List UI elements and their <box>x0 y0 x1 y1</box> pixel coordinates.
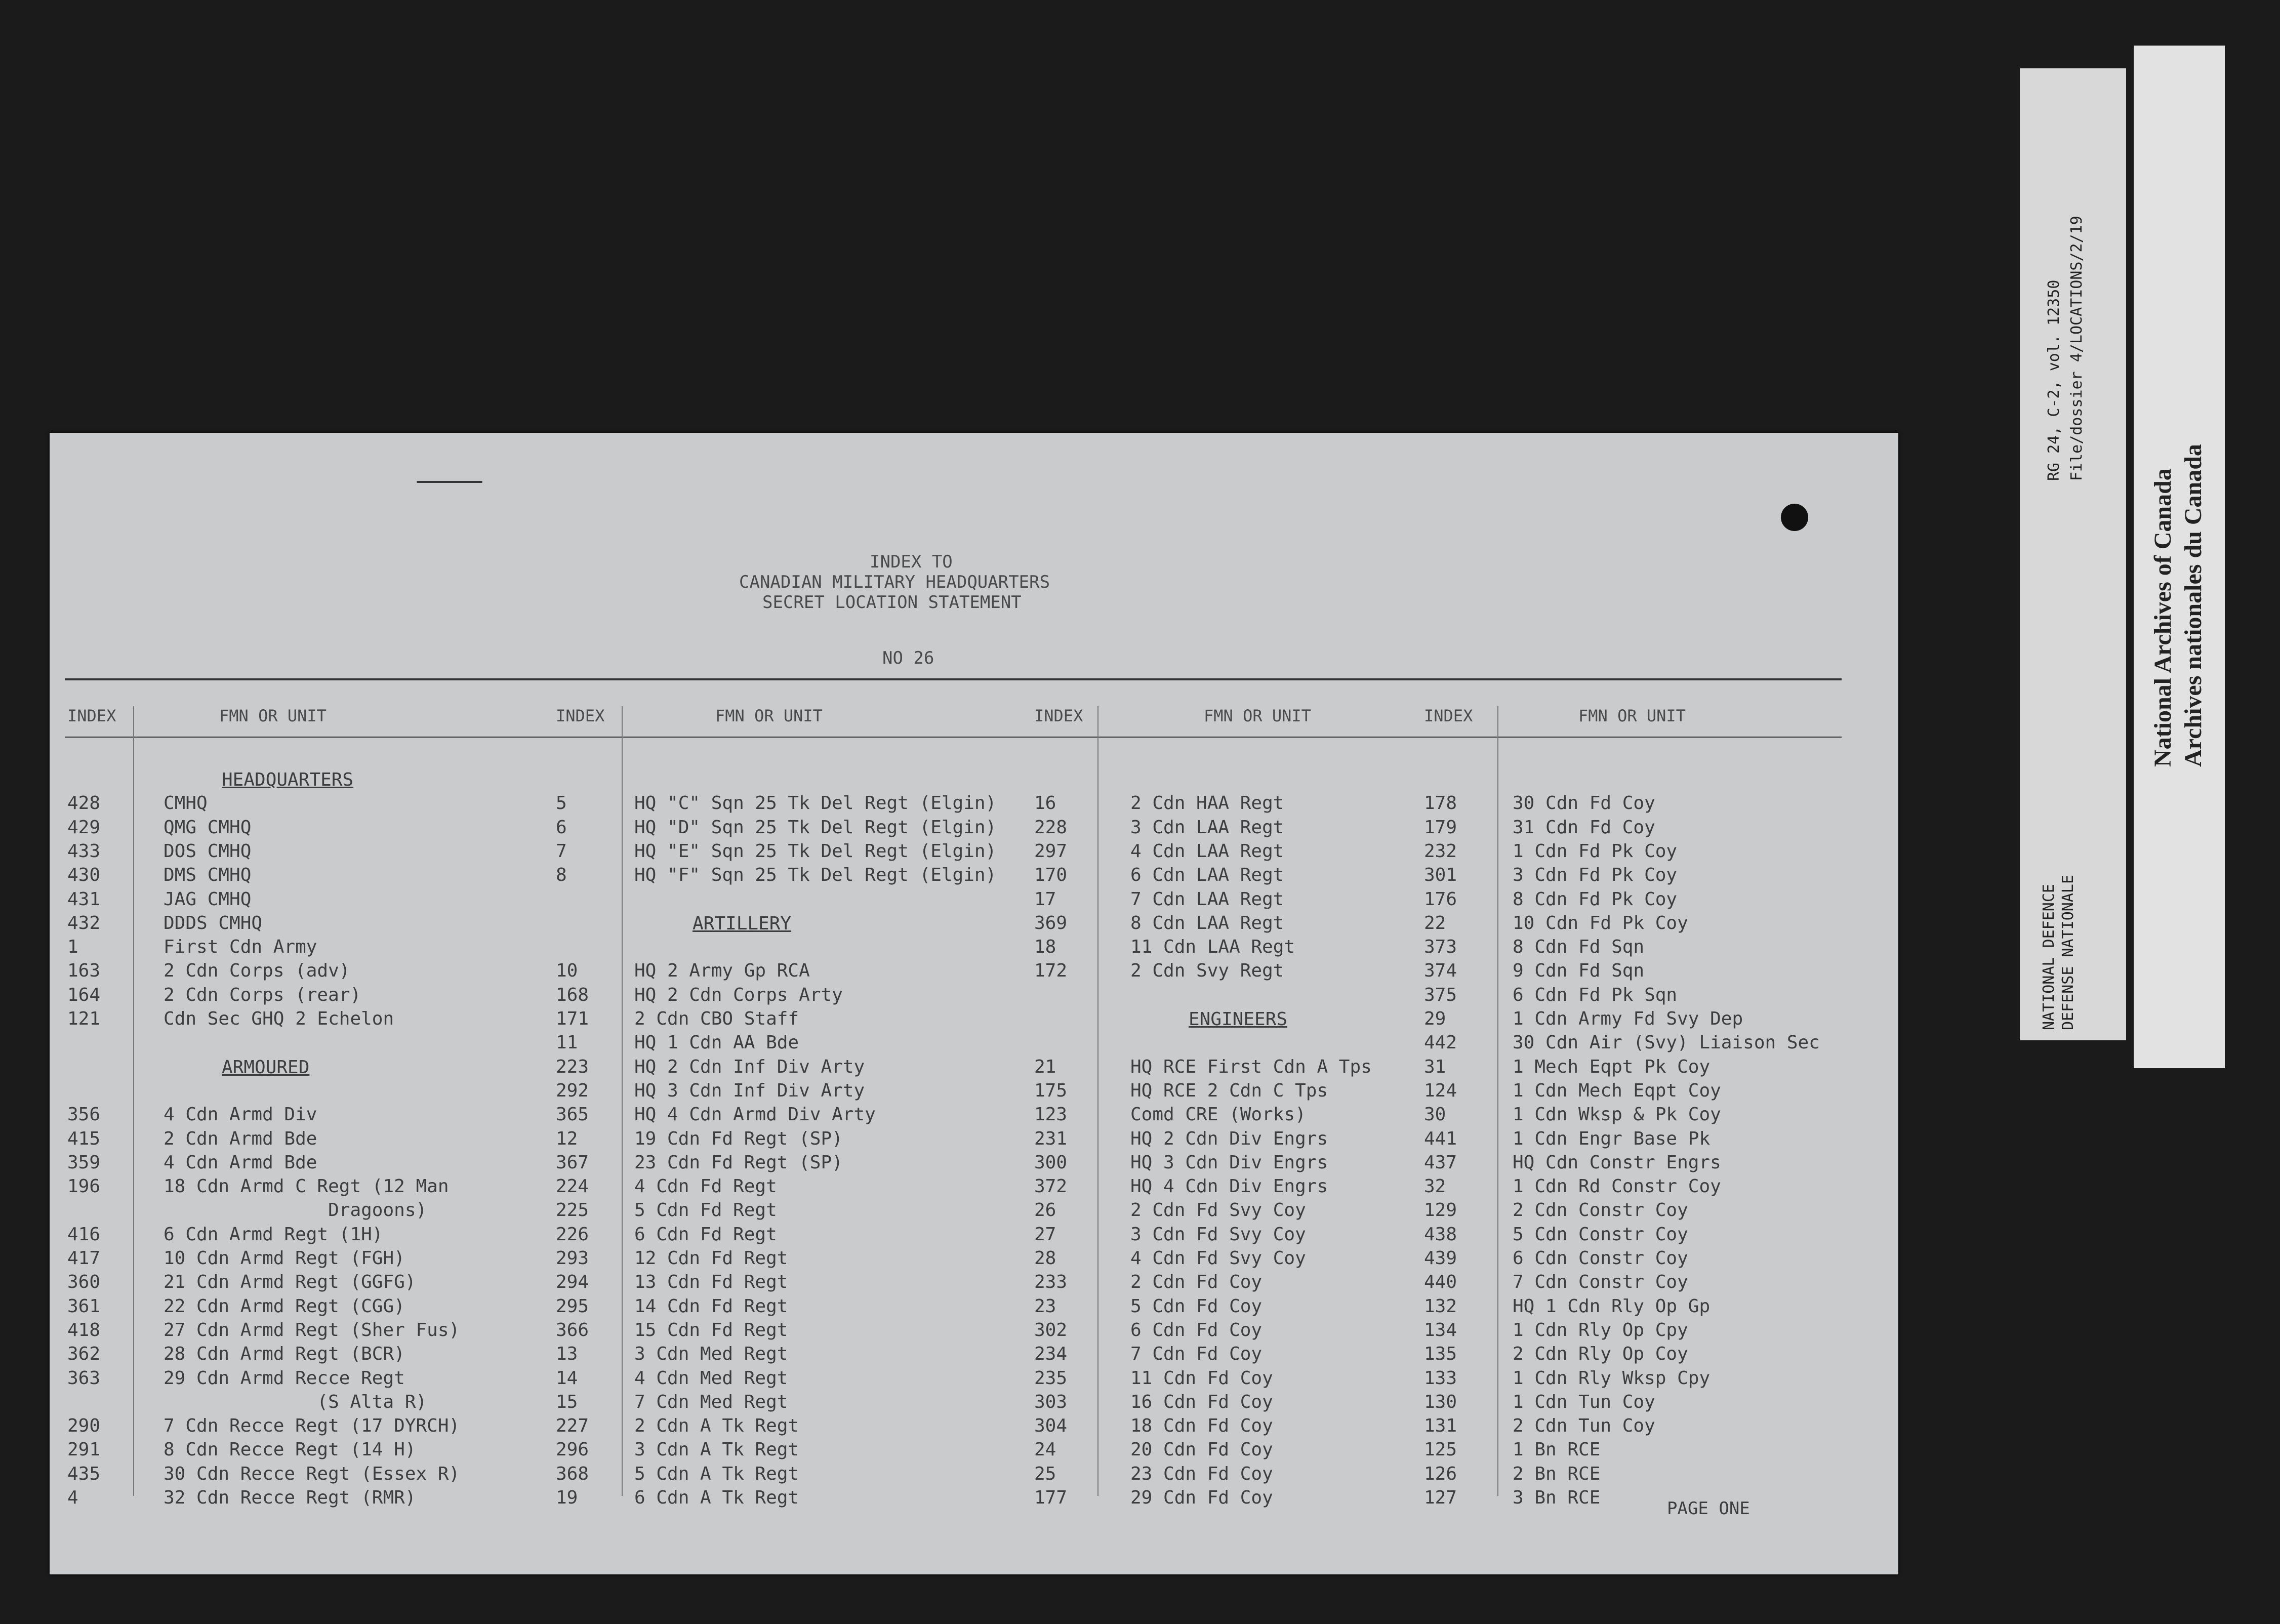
entry-unit: Dragoons) <box>164 1200 427 1221</box>
entry-index: 16 <box>1034 793 1056 814</box>
top-rule <box>65 678 1842 680</box>
reference-line-2: File/dossier 4/LOCATIONS/2/19 <box>2068 216 2086 481</box>
entry-unit: 21 Cdn Armd Regt (GGFG) <box>164 1272 416 1293</box>
entry-unit: 6 Cdn LAA Regt <box>1130 865 1284 886</box>
entry-index: 231 <box>1034 1128 1068 1149</box>
entry-unit: 3 Cdn Fd Svy Coy <box>1130 1224 1306 1245</box>
entry-unit: HQ 1 Cdn Rly Op Gp <box>1513 1295 1711 1317</box>
document-sheet <box>50 433 1898 1574</box>
entry-unit: HQ "F" Sqn 25 Tk Del Regt (Elgin) <box>634 865 997 886</box>
entry-index: 430 <box>67 865 101 886</box>
entry-unit: 7 Cdn Constr Coy <box>1513 1272 1688 1293</box>
entry-index: 361 <box>67 1295 101 1317</box>
entry-index: 416 <box>67 1224 101 1245</box>
entry-index: 171 <box>556 1008 589 1029</box>
entry-index: 433 <box>67 840 101 862</box>
entry-unit: 9 Cdn Fd Sqn <box>1513 960 1645 982</box>
entry-unit: 4 Cdn LAA Regt <box>1130 840 1284 862</box>
entry-index: 124 <box>1424 1080 1457 1101</box>
column-header-unit: FMN OR UNIT <box>219 706 327 725</box>
entry-unit: (S Alta R) <box>164 1391 427 1412</box>
entry-index: 291 <box>67 1439 101 1460</box>
entry-index: 418 <box>67 1319 101 1341</box>
entry-index: 225 <box>556 1200 589 1221</box>
entry-unit: 3 Cdn LAA Regt <box>1130 817 1284 838</box>
entry-unit: 4 Cdn Armd Bde <box>164 1152 317 1173</box>
reference-strip <box>2020 68 2126 1040</box>
entry-index: 437 <box>1424 1152 1457 1173</box>
entry-index: 441 <box>1424 1128 1457 1149</box>
column-header-index: INDEX <box>1424 706 1473 725</box>
entry-index: 356 <box>67 1104 101 1125</box>
entry-unit: 28 Cdn Armd Regt (BCR) <box>164 1344 405 1365</box>
entry-index: 134 <box>1424 1319 1457 1341</box>
entry-index: 13 <box>556 1344 578 1365</box>
entry-unit: QMG CMHQ <box>164 817 252 838</box>
entry-unit: 30 Cdn Fd Coy <box>1513 793 1655 814</box>
entry-index: 224 <box>556 1176 589 1197</box>
reference-line-1: RG 24, C-2, vol. 12350 <box>2045 279 2063 481</box>
entry-index: 373 <box>1424 937 1457 958</box>
entry-unit: 7 Cdn Med Regt <box>634 1391 788 1412</box>
entry-index: 170 <box>1034 865 1068 886</box>
entry-unit: HQ RCE First Cdn A Tps <box>1130 1056 1372 1077</box>
entry-unit: 7 Cdn Fd Coy <box>1130 1344 1263 1365</box>
entry-unit: 6 Cdn Constr Coy <box>1513 1248 1688 1269</box>
entry-index: 125 <box>1424 1439 1457 1460</box>
entry-unit: 2 Bn RCE <box>1513 1463 1601 1484</box>
entry-index: 168 <box>556 984 589 1005</box>
entry-unit: 4 Cdn Fd Svy Coy <box>1130 1248 1306 1269</box>
entry-unit: 13 Cdn Fd Regt <box>634 1272 788 1293</box>
entry-unit: 11 Cdn Fd Coy <box>1130 1367 1273 1389</box>
entry-index: 375 <box>1424 984 1457 1005</box>
entry-index: 177 <box>1034 1487 1068 1508</box>
entry-index: 363 <box>67 1367 101 1389</box>
entry-index: 30 <box>1424 1104 1446 1125</box>
entry-index: 294 <box>556 1272 589 1293</box>
entry-index: 232 <box>1424 840 1457 862</box>
page-label: PAGE ONE <box>1667 1498 1750 1519</box>
entry-index: 227 <box>556 1415 589 1437</box>
entry-index: 303 <box>1034 1391 1068 1412</box>
entry-index: 439 <box>1424 1248 1457 1269</box>
entry-unit: HQ 4 Cdn Armd Div Arty <box>634 1104 876 1125</box>
entry-index: 431 <box>67 888 101 910</box>
title-line-3: SECRET LOCATION STATEMENT <box>762 592 1022 613</box>
entry-unit: 3 Cdn Fd Pk Coy <box>1513 865 1678 886</box>
entry-unit: HQ 2 Cdn Div Engrs <box>1130 1128 1328 1149</box>
entry-index: 365 <box>556 1104 589 1125</box>
entry-index: 362 <box>67 1344 101 1365</box>
entry-unit: 27 Cdn Armd Regt (Sher Fus) <box>164 1319 460 1341</box>
entry-unit: 2 Cdn Fd Coy <box>1130 1272 1263 1293</box>
entry-index: 234 <box>1034 1344 1068 1365</box>
entry-index: 4 <box>67 1487 78 1508</box>
entry-unit: 30 Cdn Air (Svy) Liaison Sec <box>1513 1032 1820 1053</box>
entry-unit: 19 Cdn Fd Regt (SP) <box>634 1128 843 1149</box>
entry-index: 438 <box>1424 1224 1457 1245</box>
column-header-index: INDEX <box>556 706 605 725</box>
column-divider <box>133 706 134 1496</box>
column-header-index: INDEX <box>67 706 116 725</box>
entry-unit: 1 Mech Eqpt Pk Coy <box>1513 1056 1711 1077</box>
entry-index: 432 <box>67 912 101 933</box>
entry-unit: HQ 3 Cdn Inf Div Arty <box>634 1080 865 1101</box>
section-heading: ARMOURED <box>222 1057 310 1078</box>
entry-unit: DOS CMHQ <box>164 840 252 862</box>
entry-index: 31 <box>1424 1056 1446 1077</box>
entry-index: 19 <box>556 1487 578 1508</box>
entry-unit: 3 Cdn A Tk Regt <box>634 1439 799 1460</box>
entry-unit: DMS CMHQ <box>164 865 252 886</box>
entry-index: 176 <box>1424 888 1457 910</box>
column-header-unit: FMN OR UNIT <box>1204 706 1311 725</box>
entry-index: 290 <box>67 1415 101 1437</box>
entry-unit: 2 Cdn Fd Svy Coy <box>1130 1200 1306 1221</box>
title-line-1: INDEX TO <box>870 552 953 572</box>
entry-unit: 5 Cdn A Tk Regt <box>634 1463 799 1484</box>
punch-hole <box>1781 504 1808 531</box>
entry-index: 297 <box>1034 840 1068 862</box>
entry-index: 126 <box>1424 1463 1457 1484</box>
entry-index: 295 <box>556 1295 589 1317</box>
entry-index: 292 <box>556 1080 589 1101</box>
entry-unit: HQ "C" Sqn 25 Tk Del Regt (Elgin) <box>634 793 997 814</box>
entry-index: 29 <box>1424 1008 1446 1029</box>
entry-index: 368 <box>556 1463 589 1484</box>
section-heading: ARTILLERY <box>693 913 792 934</box>
entry-unit: 3 Bn RCE <box>1513 1487 1601 1508</box>
column-divider <box>1497 706 1498 1496</box>
entry-index: 14 <box>556 1367 578 1389</box>
archive-line-2: Archives nationales du Canada <box>2180 444 2207 767</box>
entry-unit: 7 Cdn LAA Regt <box>1130 888 1284 910</box>
entry-unit: 5 Cdn Fd Coy <box>1130 1295 1263 1317</box>
entry-unit: 14 Cdn Fd Regt <box>634 1295 788 1317</box>
archive-line-1: National Archives of Canada <box>2149 468 2176 767</box>
entry-index: 131 <box>1424 1415 1457 1437</box>
entry-unit: 2 Cdn Svy Regt <box>1130 960 1284 982</box>
entry-unit: 29 Cdn Armd Recce Regt <box>164 1367 405 1389</box>
entry-index: 304 <box>1034 1415 1068 1437</box>
entry-index: 23 <box>1034 1295 1056 1317</box>
entry-unit: 10 Cdn Armd Regt (FGH) <box>164 1248 405 1269</box>
entry-index: 7 <box>556 840 567 862</box>
entry-unit: 10 Cdn Fd Pk Coy <box>1513 912 1688 933</box>
entry-unit: 2 Cdn Rly Op Coy <box>1513 1344 1688 1365</box>
entry-index: 293 <box>556 1248 589 1269</box>
entry-index: 366 <box>556 1319 589 1341</box>
document-number: NO 26 <box>882 648 934 668</box>
entry-unit: 4 Cdn Armd Div <box>164 1104 317 1125</box>
entry-unit: 1 Cdn Wksp & Pk Coy <box>1513 1104 1721 1125</box>
entry-index: 417 <box>67 1248 101 1269</box>
entry-unit: Cdn Sec GHQ 2 Echelon <box>164 1008 394 1029</box>
entry-unit: 23 Cdn Fd Coy <box>1130 1463 1273 1484</box>
entry-index: 164 <box>67 984 101 1005</box>
entry-index: 228 <box>1034 817 1068 838</box>
entry-index: 123 <box>1034 1104 1068 1125</box>
entry-unit: 1 Cdn Rly Op Cpy <box>1513 1319 1688 1341</box>
entry-unit: HQ Cdn Constr Engrs <box>1513 1152 1721 1173</box>
entry-unit: 12 Cdn Fd Regt <box>634 1248 788 1269</box>
entry-unit: 2 Cdn Constr Coy <box>1513 1200 1688 1221</box>
entry-index: 1 <box>67 937 78 958</box>
entry-unit: HQ 2 Army Gp RCA <box>634 960 810 982</box>
entry-unit: 18 Cdn Armd C Regt (12 Man <box>164 1176 449 1197</box>
column-header-index: INDEX <box>1034 706 1083 725</box>
entry-unit: HQ "D" Sqn 25 Tk Del Regt (Elgin) <box>634 817 997 838</box>
entry-index: 127 <box>1424 1487 1457 1508</box>
header-rule <box>65 737 1842 738</box>
entry-unit: 29 Cdn Fd Coy <box>1130 1487 1273 1508</box>
entry-unit: DDDS CMHQ <box>164 912 263 933</box>
entry-index: 367 <box>556 1152 589 1173</box>
entry-unit: 6 Cdn Fd Coy <box>1130 1319 1263 1341</box>
ink-mark <box>417 481 482 483</box>
entry-index: 360 <box>67 1272 101 1293</box>
entry-index: 12 <box>556 1128 578 1149</box>
entry-index: 8 <box>556 865 567 886</box>
entry-index: 17 <box>1034 888 1056 910</box>
entry-index: 135 <box>1424 1344 1457 1365</box>
department-line-1: NATIONAL DEFENCE <box>2040 884 2058 1030</box>
title-line-2: CANADIAN MILITARY HEADQUARTERS <box>739 572 1050 592</box>
entry-unit: 16 Cdn Fd Coy <box>1130 1391 1273 1412</box>
entry-index: 435 <box>67 1463 101 1484</box>
column-divider <box>1097 706 1098 1496</box>
entry-index: 21 <box>1034 1056 1056 1077</box>
entry-unit: 5 Cdn Constr Coy <box>1513 1224 1688 1245</box>
entry-unit: HQ 3 Cdn Div Engrs <box>1130 1152 1328 1173</box>
entry-unit: 2 Cdn CBO Staff <box>634 1008 799 1029</box>
entry-unit: 1 Cdn Tun Coy <box>1513 1391 1655 1412</box>
entry-index: 26 <box>1034 1200 1056 1221</box>
entry-index: 121 <box>67 1008 101 1029</box>
section-heading: ENGINEERS <box>1189 1009 1288 1030</box>
entry-unit: HQ 4 Cdn Div Engrs <box>1130 1176 1328 1197</box>
entry-index: 22 <box>1424 912 1446 933</box>
column-divider <box>622 706 623 1496</box>
entry-index: 6 <box>556 817 567 838</box>
entry-unit: 2 Cdn Tun Coy <box>1513 1415 1655 1437</box>
entry-unit: 5 Cdn Fd Regt <box>634 1200 777 1221</box>
entry-index: 372 <box>1034 1176 1068 1197</box>
entry-index: 10 <box>556 960 578 982</box>
entry-unit: 2 Cdn HAA Regt <box>1130 793 1284 814</box>
entry-index: 300 <box>1034 1152 1068 1173</box>
entry-unit: 8 Cdn Fd Sqn <box>1513 937 1645 958</box>
entry-unit: 6 Cdn Armd Regt (1H) <box>164 1224 383 1245</box>
entry-unit: 6 Cdn Fd Regt <box>634 1224 777 1245</box>
entry-unit: 15 Cdn Fd Regt <box>634 1319 788 1341</box>
entry-index: 129 <box>1424 1200 1457 1221</box>
department-line-2: DEFENSE NATIONALE <box>2059 874 2077 1030</box>
entry-index: 369 <box>1034 912 1068 933</box>
entry-index: 5 <box>556 793 567 814</box>
entry-index: 172 <box>1034 960 1068 982</box>
archives-label <box>2134 46 2225 1068</box>
entry-unit: HQ 2 Cdn Corps Arty <box>634 984 843 1005</box>
entry-unit: 1 Bn RCE <box>1513 1439 1601 1460</box>
entry-index: 235 <box>1034 1367 1068 1389</box>
entry-index: 175 <box>1034 1080 1068 1101</box>
entry-index: 25 <box>1034 1463 1056 1484</box>
section-heading: HEADQUARTERS <box>222 769 354 790</box>
entry-unit: 2 Cdn A Tk Regt <box>634 1415 799 1437</box>
column-header-unit: FMN OR UNIT <box>715 706 823 725</box>
entry-unit: 20 Cdn Fd Coy <box>1130 1439 1273 1460</box>
entry-index: 178 <box>1424 793 1457 814</box>
entry-index: 301 <box>1424 865 1457 886</box>
entry-unit: 2 Cdn Corps (adv) <box>164 960 350 982</box>
entry-index: 429 <box>67 817 101 838</box>
entry-unit: 6 Cdn A Tk Regt <box>634 1487 799 1508</box>
entry-index: 196 <box>67 1176 101 1197</box>
entry-unit: 22 Cdn Armd Regt (CGG) <box>164 1295 405 1317</box>
entry-unit: 1 Cdn Fd Pk Coy <box>1513 840 1678 862</box>
entry-unit: 18 Cdn Fd Coy <box>1130 1415 1273 1437</box>
entry-unit: 6 Cdn Fd Pk Sqn <box>1513 984 1678 1005</box>
entry-index: 179 <box>1424 817 1457 838</box>
entry-index: 11 <box>556 1032 578 1053</box>
entry-index: 359 <box>67 1152 101 1173</box>
entry-index: 32 <box>1424 1176 1446 1197</box>
entry-index: 24 <box>1034 1439 1056 1460</box>
entry-unit: 8 Cdn LAA Regt <box>1130 912 1284 933</box>
entry-index: 226 <box>556 1224 589 1245</box>
entry-index: 442 <box>1424 1032 1457 1053</box>
entry-index: 223 <box>556 1056 589 1077</box>
entry-unit: CMHQ <box>164 793 208 814</box>
entry-index: 440 <box>1424 1272 1457 1293</box>
entry-index: 15 <box>556 1391 578 1412</box>
entry-unit: 30 Cdn Recce Regt (Essex R) <box>164 1463 460 1484</box>
entry-unit: 11 Cdn LAA Regt <box>1130 937 1295 958</box>
entry-index: 18 <box>1034 937 1056 958</box>
entry-unit: 4 Cdn Med Regt <box>634 1367 788 1389</box>
entry-index: 163 <box>67 960 101 982</box>
entry-index: 27 <box>1034 1224 1056 1245</box>
entry-index: 296 <box>556 1439 589 1460</box>
entry-unit: Comd CRE (Works) <box>1130 1104 1306 1125</box>
entry-index: 133 <box>1424 1367 1457 1389</box>
entry-unit: 1 Cdn Mech Eqpt Coy <box>1513 1080 1721 1101</box>
entry-index: 233 <box>1034 1272 1068 1293</box>
entry-index: 374 <box>1424 960 1457 982</box>
entry-index: 130 <box>1424 1391 1457 1412</box>
entry-unit: 2 Cdn Corps (rear) <box>164 984 361 1005</box>
entry-unit: 3 Cdn Med Regt <box>634 1344 788 1365</box>
entry-unit: JAG CMHQ <box>164 888 252 910</box>
entry-index: 415 <box>67 1128 101 1149</box>
entry-unit: 7 Cdn Recce Regt (17 DYRCH) <box>164 1415 460 1437</box>
entry-unit: HQ 1 Cdn AA Bde <box>634 1032 799 1053</box>
entry-index: 302 <box>1034 1319 1068 1341</box>
entry-unit: HQ 2 Cdn Inf Div Arty <box>634 1056 865 1077</box>
entry-unit: 1 Cdn Engr Base Pk <box>1513 1128 1711 1149</box>
entry-unit: 8 Cdn Fd Pk Coy <box>1513 888 1678 910</box>
entry-unit: HQ RCE 2 Cdn C Tps <box>1130 1080 1328 1101</box>
entry-unit: 8 Cdn Recce Regt (14 H) <box>164 1439 416 1460</box>
entry-unit: First Cdn Army <box>164 937 317 958</box>
entry-unit: 1 Cdn Army Fd Svy Dep <box>1513 1008 1743 1029</box>
column-header-unit: FMN OR UNIT <box>1578 706 1686 725</box>
entry-unit: 2 Cdn Armd Bde <box>164 1128 317 1149</box>
entry-unit: 1 Cdn Rd Constr Coy <box>1513 1176 1721 1197</box>
entry-unit: 31 Cdn Fd Coy <box>1513 817 1655 838</box>
entry-unit: HQ "E" Sqn 25 Tk Del Regt (Elgin) <box>634 840 997 862</box>
entry-unit: 1 Cdn Rly Wksp Cpy <box>1513 1367 1711 1389</box>
entry-unit: 4 Cdn Fd Regt <box>634 1176 777 1197</box>
entry-index: 28 <box>1034 1248 1056 1269</box>
entry-unit: 23 Cdn Fd Regt (SP) <box>634 1152 843 1173</box>
entry-index: 132 <box>1424 1295 1457 1317</box>
entry-unit: 32 Cdn Recce Regt (RMR) <box>164 1487 416 1508</box>
entry-index: 428 <box>67 793 101 814</box>
